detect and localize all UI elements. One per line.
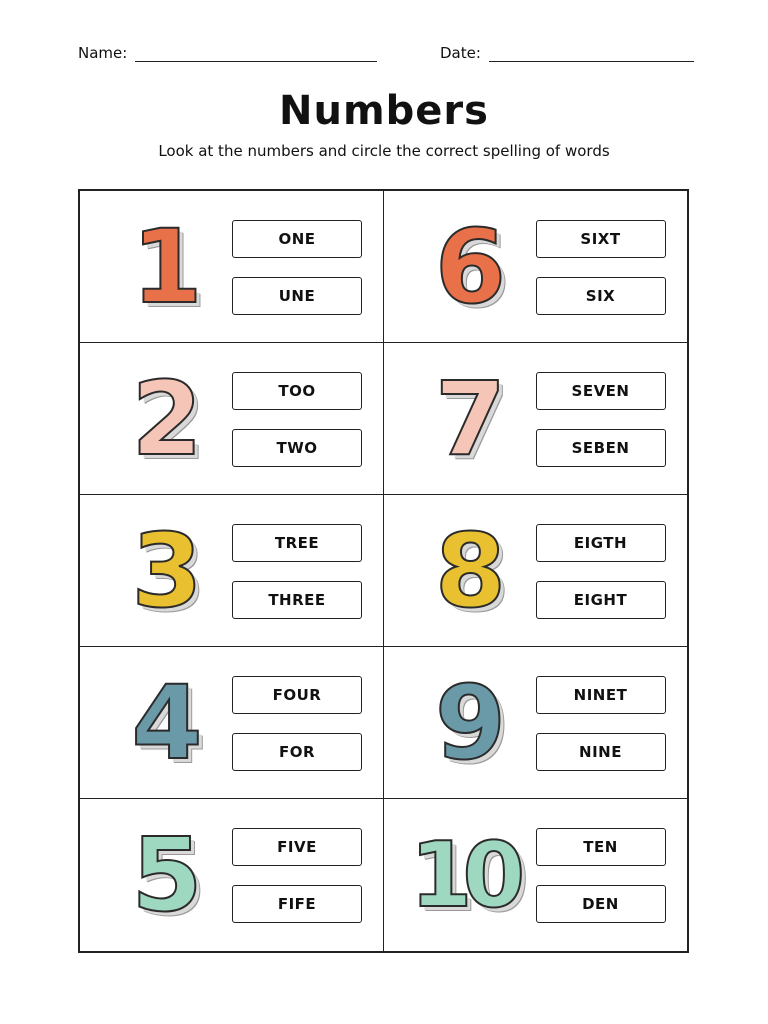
number-cell [80, 495, 384, 647]
numeral: 3 [131, 511, 203, 631]
word-option[interactable]: FIVE [232, 828, 362, 866]
word-option[interactable]: EIGHT [536, 581, 666, 619]
word-option[interactable]: NINE [536, 733, 666, 771]
word-option[interactable]: TOO [232, 372, 362, 410]
word-option[interactable]: TREE [232, 524, 362, 562]
word-option[interactable]: SIX [536, 277, 666, 315]
page-title: Numbers [279, 88, 489, 134]
number-cell [80, 647, 384, 799]
name-field[interactable] [78, 44, 377, 62]
word-option[interactable]: SIXT [536, 220, 666, 258]
word-option[interactable]: UNE [232, 277, 362, 315]
word-option[interactable]: FOR [232, 733, 362, 771]
word-option[interactable]: SEVEN [536, 372, 666, 410]
number-cell [384, 647, 688, 799]
word-option[interactable]: SEBEN [536, 429, 666, 467]
word-option[interactable]: NINET [536, 676, 666, 714]
numeral: 1 [131, 207, 203, 327]
number-cell [80, 343, 384, 495]
word-option[interactable]: DEN [536, 885, 666, 923]
numeral: 4 [131, 663, 203, 783]
instructions-text: Look at the numbers and circle the correct spelling of words [158, 142, 610, 160]
word-option[interactable]: THREE [232, 581, 362, 619]
name-line[interactable] [135, 47, 377, 62]
number-cell [80, 191, 384, 343]
numeral: 6 [435, 207, 506, 327]
numbers-grid [78, 189, 689, 953]
numeral: 10 [409, 822, 516, 928]
word-option[interactable]: FIFE [232, 885, 362, 923]
numeral: 2 [131, 359, 203, 479]
number-cell [384, 191, 688, 343]
word-option[interactable]: TEN [536, 828, 666, 866]
word-option[interactable]: FOUR [232, 676, 362, 714]
number-cell [80, 799, 384, 951]
number-cell [384, 343, 688, 495]
numeral: 7 [435, 359, 506, 479]
numeral: 9 [435, 663, 506, 783]
word-option[interactable]: EIGTH [536, 524, 666, 562]
numeral: 8 [435, 511, 506, 631]
name-label: Name: [78, 44, 128, 62]
number-cell [384, 495, 688, 647]
word-option[interactable]: ONE [232, 220, 362, 258]
date-field[interactable] [440, 44, 694, 62]
date-line[interactable] [489, 47, 694, 62]
number-cell [384, 799, 688, 951]
numeral: 5 [131, 815, 203, 935]
date-label: Date: [440, 44, 481, 62]
word-option[interactable]: TWO [232, 429, 362, 467]
